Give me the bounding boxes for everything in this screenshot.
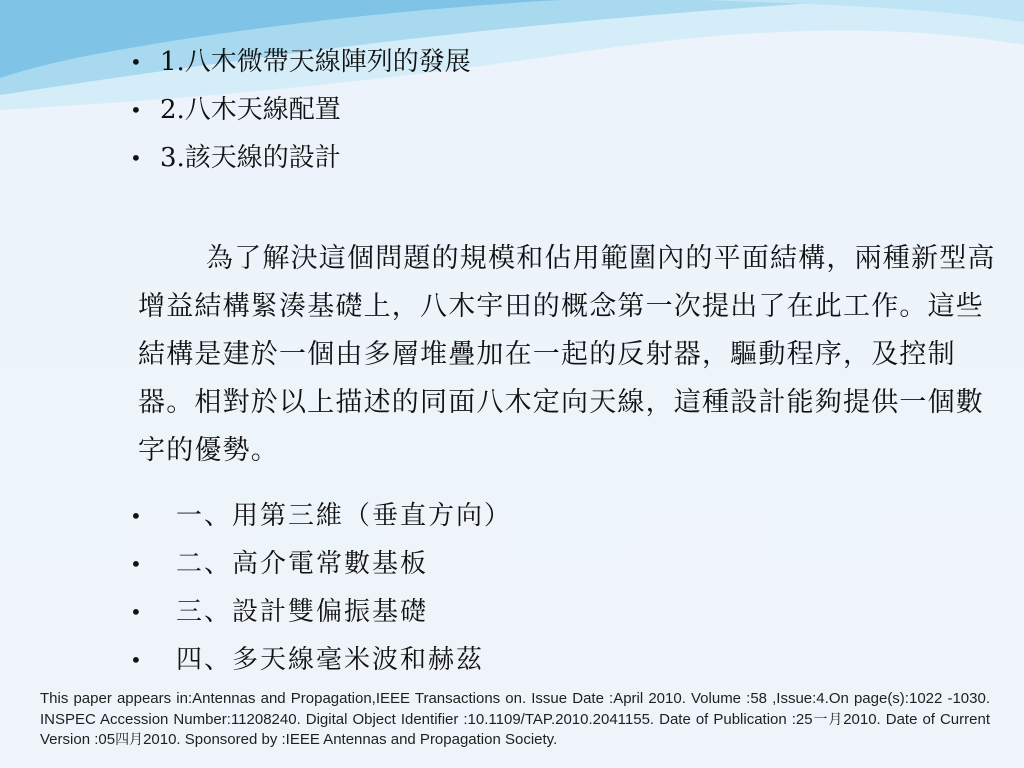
body-paragraph: 為了解決這個問題的規模和佔用範圍內的平面結構，兩種新型高增益結構緊湊基礎上，八木宇田的概念第一次提出了在此工作。這些結構是建於一個由多層堆疊加在一起的反射器，驅動程序，及控制器。相對於以上描述的同面八木定向天線，這種設計能夠提供一個數字的優勢。 [138, 243, 996, 466]
citation-part-2: 2010. Date of Current Version :05 [40, 710, 990, 748]
list-item [130, 86, 471, 134]
list-item [130, 588, 512, 636]
bullet-icon: • [130, 600, 144, 624]
bottom-bullet-list [130, 492, 512, 684]
top-bullet-list [130, 38, 471, 182]
citation-part-3: 2010. Sponsored by :IEEE Antennas and Propagation Society. [143, 731, 558, 748]
list-item-label: 二、高介電常數基板 [176, 549, 429, 579]
list-item-label: 三、設計雙偏振基礎 [176, 597, 429, 627]
bullet-icon: • [130, 504, 144, 528]
list-item [130, 134, 471, 182]
list-item-label: 2.八木天線配置 [160, 95, 341, 125]
list-item [130, 38, 471, 86]
bullet-icon: • [130, 648, 144, 672]
bullet-icon: • [130, 50, 142, 74]
bullet-icon: • [130, 146, 142, 170]
citation-month-2: 四月 [115, 732, 144, 748]
citation-footnote [40, 689, 990, 751]
list-item [130, 540, 512, 588]
list-item-label: 3.該天線的設計 [160, 143, 341, 173]
list-item-label: 1.八木微帶天線陣列的發展 [160, 47, 471, 77]
citation-part-1: This paper appears in:Antennas and Propagation,IEEE Transactions on. Issue Date :April 2010. Volume :58 ,Issue:4.On page(s):1022 -1030. INSPEC Accession Number:11208240. Digital Object Identifier :10.1109/TAP.2010.2041155. Date of Publication :25 [40, 690, 990, 728]
citation-month-1: 一月 [812, 711, 844, 728]
bullet-icon: • [130, 98, 142, 122]
list-item [130, 636, 512, 684]
list-item [130, 492, 512, 540]
list-item-label: 一、用第三維（垂直方向） [176, 501, 513, 531]
list-item-label: 四、多天線毫米波和赫茲 [176, 645, 485, 675]
bullet-icon: • [130, 552, 144, 576]
